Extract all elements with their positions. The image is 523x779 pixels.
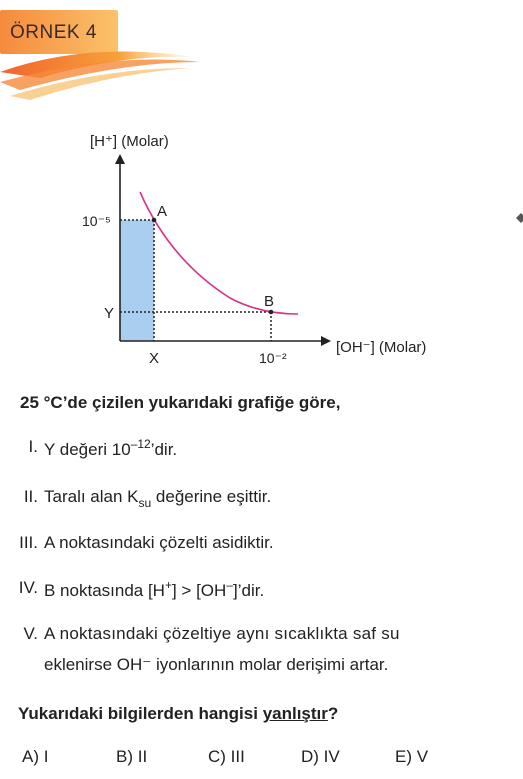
kw-graph [60,120,460,380]
x-axis-label: [OH⁻] (Molar) [336,339,427,356]
edge-mark-icon [516,213,523,223]
choice-e[interactable]: E) V [395,747,429,766]
choice-c[interactable]: C) III [208,747,245,766]
x-tick-x: X [149,350,160,367]
point-a-dot [152,218,157,223]
final-question-mark: ? [327,704,339,723]
example-title: ÖRNEK 4 [10,22,97,43]
choice-a[interactable]: A) I [22,747,49,766]
point-a-label: A [157,203,168,220]
statement-text-part: ’dir. [150,440,178,459]
superscript: – [226,578,233,592]
statement-text-line2: eklenirse OH⁻ iyonlarının molar derişimi artar. [44,655,389,674]
statement-text-part: ]’dir. [233,581,265,600]
header-banner [0,0,523,110]
statement-text: A noktasındaki çözelti asidiktir. [44,533,274,552]
y-tick-y: Y [104,305,115,322]
statement-text-part: Taralı alan K [44,487,139,506]
choice-b[interactable]: B) II [116,747,148,766]
superscript: + [164,578,172,592]
subscript: su [138,496,152,510]
point-b-label: B [264,293,275,310]
choice-d[interactable]: D) IV [301,747,340,766]
shaded-area [120,220,154,341]
roman-numeral: I. [28,437,38,456]
y-tick-top: 10⁻⁵ [82,213,111,229]
superscript: –12 [130,437,151,451]
underlined-word: yanlıştır [262,704,328,723]
roman-numeral: IV. [18,578,38,597]
statement-text-part: B noktasında [H [44,581,165,600]
statement-text [44,578,264,601]
x-axis-arrow [321,336,331,346]
roman-numeral: V. [23,624,38,643]
x-tick-right: 10⁻² [259,350,287,366]
statement-text-part: ] > [OH [171,581,227,600]
roman-numeral: II. [23,487,38,506]
y-axis-label: [H⁺] (Molar) [90,133,169,150]
point-b-dot [269,310,274,315]
statement-text-part: Y değeri 10 [44,440,131,459]
statement-text [44,437,177,460]
final-question [18,704,338,724]
roman-numeral: III. [19,533,38,552]
banner-swoosh [0,0,523,110]
statement-text-part: değerine eşittir. [151,487,272,506]
statement-text-line1: A noktasındaki çözeltiye aynı sıcaklıkta saf su [44,624,400,643]
statement-text [44,487,271,510]
final-question-text: Yukarıdaki bilgilerden hangisi [18,704,263,723]
question-stem: 25 °C’de çizilen yukarıdaki grafiğe göre, [20,393,341,412]
y-axis-arrow [115,154,125,164]
